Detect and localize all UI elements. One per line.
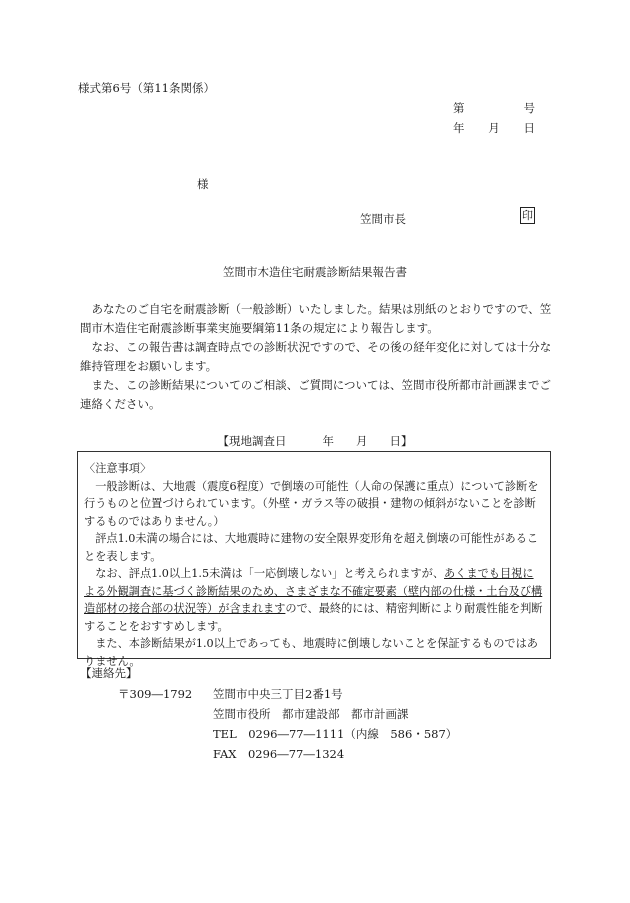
form-number: 様式第6号（第11条関係） <box>78 81 215 95</box>
notes-paragraph: また、本診断結果が1.0以上であっても、地震時に倒壊しないことを保証するものではありません。 <box>84 637 538 668</box>
body-paragraph: あなたのご自宅を耐震診断（一般診断）いたしました。結果は別紙のとおりですので、笠間市木造住宅耐震診断事業実施要綱第11条の規定により報告します。 <box>80 302 552 335</box>
document-title: 笠間市木造住宅耐震診断結果報告書 <box>223 265 407 279</box>
body-text <box>80 300 555 414</box>
seal-stamp: 印 <box>522 209 533 222</box>
notes-paragraph <box>84 565 544 635</box>
date-month: 月 <box>488 121 500 135</box>
contact-office: 笠間市役所 都市建設部 都市計画課 <box>213 707 409 721</box>
notes-heading: 〈注意事項〉 <box>84 462 152 475</box>
notes-paragraph: 評点1.0未満の場合には、大地震時に建物の安全限界変形角を超え倒壊の可能性があることを表します。 <box>84 532 539 563</box>
notes-underlined-text: あくまでも目視による外観調査に基づく診断結果のため、さまざまな不確定要素（壁内部の仕様・土台及び構造部材の接合部の状況等）が含まれます <box>84 567 543 615</box>
date-day: 日 <box>523 121 535 135</box>
contact-address: 笠間市中央三丁目2番1号 <box>213 687 343 701</box>
notes-text: ので、最終的には、精密判断により耐震性能を判断することをおすすめします。 <box>84 602 543 633</box>
sender-title: 笠間市長 <box>360 212 406 226</box>
notes-paragraph: 一般診断は、大地震（震度6程度）で倒壊の可能性（人命の保護に重点）について診断を行うものと位置づけられています。（外壁・ガラス等の破損・建物の傾斜がないことを診断するものではありません。） <box>84 479 539 528</box>
contact-fax: FAX 0296―77―1324 <box>213 747 345 761</box>
number-prefix: 第 <box>453 101 465 115</box>
survey-date-label: 【現地調査日 <box>217 434 287 448</box>
body-paragraph: なお、この報告書は調査時点での診断状況ですので、その後の経年変化に対しては十分な維持管理をお願いします。 <box>80 340 552 373</box>
document-number-line <box>453 100 535 116</box>
survey-date-day: 日】 <box>389 434 413 448</box>
survey-date-year: 年 <box>322 434 334 448</box>
document-date-line <box>453 120 535 136</box>
notes-text: なお、評点1.0以上1.5未満は「一応倒壊しない」と考えられますが、 <box>95 567 445 580</box>
contact-postal-code: 〒309―1792 <box>118 687 193 701</box>
body-paragraph: また、この診断結果についてのご相談、ご質問については、笠間市役所都市計画課までご連絡ください。 <box>80 378 552 411</box>
survey-date <box>0 433 630 449</box>
survey-date-month: 月 <box>356 434 368 448</box>
date-year: 年 <box>453 121 465 135</box>
contact-heading: 【連絡先】 <box>80 666 138 680</box>
number-suffix: 号 <box>523 101 535 115</box>
notes-box <box>77 451 551 668</box>
contact-tel: TEL 0296―77―1111（内線 586・587） <box>213 727 458 741</box>
recipient-honorific: 様 <box>197 177 209 191</box>
